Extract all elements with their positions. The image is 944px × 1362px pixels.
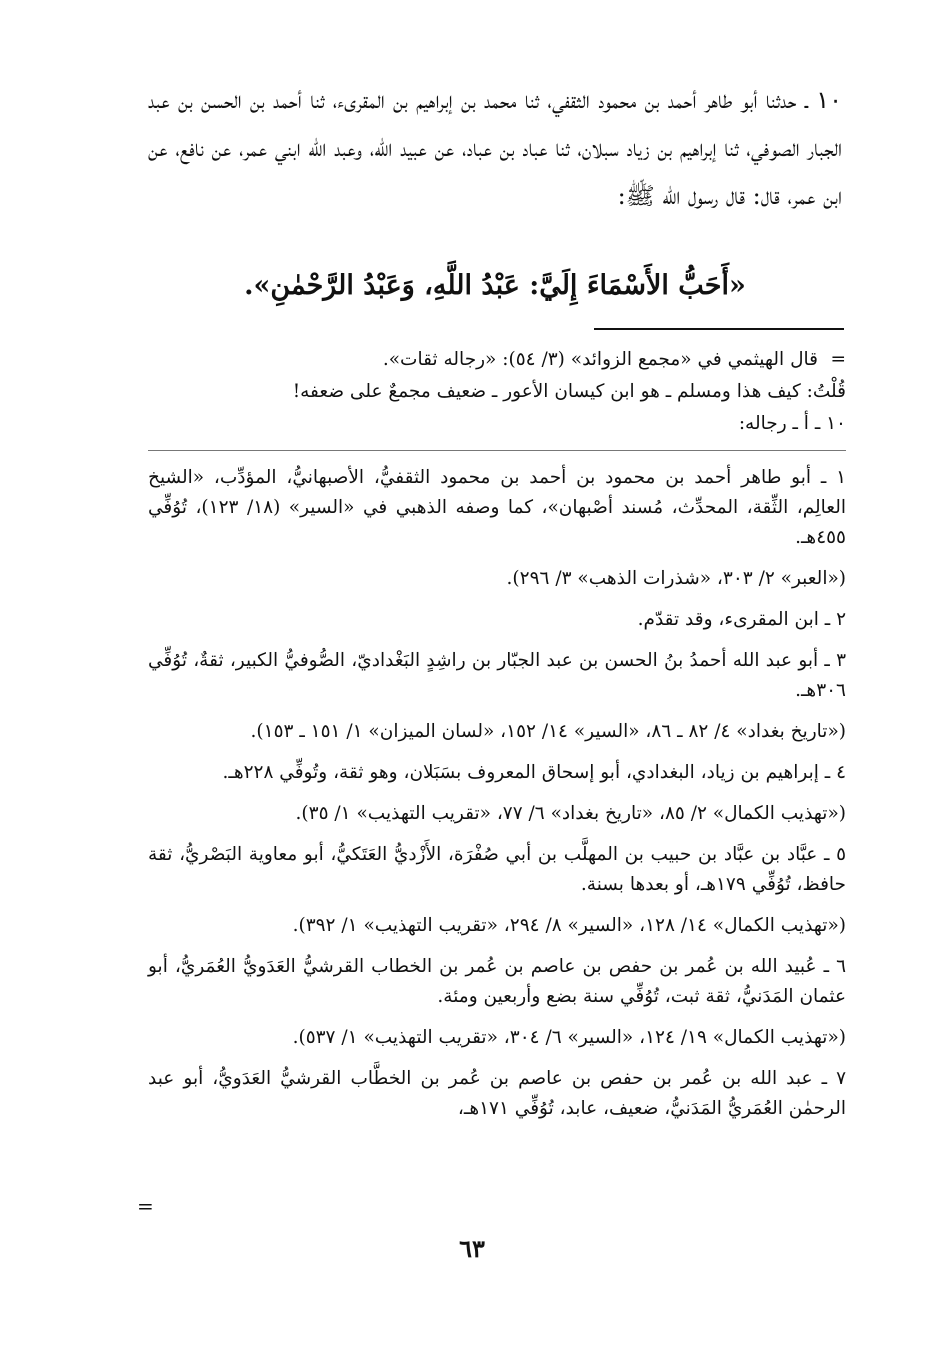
page-number: ٦٣ <box>459 1234 485 1263</box>
hadith-paragraph <box>148 76 842 220</box>
section-separator <box>148 450 846 451</box>
footnotes <box>148 345 846 1135</box>
qultu-note: قُلْتُ: كيف هذا ومسلم ـ هو ابن كيسان الأعور ـ ضعيف مجمعٌ على ضعفه! <box>292 381 846 402</box>
narrator-4: ٤ ـ إبراهيم بن زياد، البغدادي، أبو إسحاق المعروف بسَبَلان، وهو ثقة، وتُوفِّي ٢٢٨هـ. <box>222 762 846 783</box>
narrator-2: ٢ ـ ابن المقرىء، وقد تقدّم. <box>637 609 846 630</box>
footnote-rule <box>594 328 844 330</box>
hadith-matn: «أَحَبُّ الأَسْمَاءَ إِلَيَّ: عَبْدُ اللَّهِ، وَعَبْدُ الرَّحْمٰنِ». <box>244 270 746 301</box>
narrator-6: ٦ ـ عُبيد الله بن عُمر بن حفص بن عاصم بن عُمر بن الخطاب القرشيُّ العَدَويُّ العُمَريُّ، أبو عثمان المَدَنيُّ، ثقة ثبت، تُوُفِّي سنة بضع وأربعين ومئة. <box>148 956 846 1007</box>
narrator-6-refs: («تهذيب الكمال» ١٩/ ١٢٤، «السير» ٦/ ٣٠٤، «تقريب التهذيب» ١/ ٥٣٧). <box>292 1027 846 1048</box>
hadith-isnad: حدثنا أبو طاهر أحمد بن محمود الثقفي، ثنا محمد بن إبراهيم بن المقرىء، ثنا أحمد بن الحسن بن عبد الجبار الصوفي، ثنا إبراهيم بن زياد سبلان، ثنا عباد بن عباد، عن عبيد الله، وعبد الله ابني عمر، عن نافع، عن ابن عمر، قال: قال رسول الله ﷺ: <box>148 86 842 210</box>
narrator-5-refs: («تهذيب الكمال» ١٤/ ١٢٨، «السير» ٨/ ٢٩٤، «تقريب التهذيب» ١/ ٣٩٢). <box>292 915 846 936</box>
narrator-3: ٣ ـ أبو عبد الله أحمدُ بنُ الحسن بن عبد الجبّار بن راشِدٍ البَغْداديّ، الصُّوفيُّ الكبير، ثقةٌ، تُوُفِّي ٣٠٦هـ. <box>148 650 846 701</box>
hadith-text <box>148 76 842 220</box>
narrator-1-refs: («العبر» ٢/ ٣٠٣، «شذرات الذهب» ٣/ ٢٩٦). <box>506 568 846 589</box>
narrator-3-refs: («تاريخ بغداد» ٤/ ٨٢ ـ ٨٦، «السير» ١٤/ ١٥٢، «لسان الميزان» ١/ ١٥١ ـ ١٥٣). <box>250 721 846 742</box>
narrator-4-refs: («تهذيب الكمال» ٢/ ٨٥، «تاريخ بغداد» ٦/ ٧٧، «تقريب التهذيب» ١/ ٣٥). <box>295 803 846 824</box>
narrator-1: ١ ـ أبو طاهر أحمد بن محمود بن أحمد بن محمود الثقفيُّ، الأصبهانيُّ، المؤدِّب، «الشيخ العالِم، الثِّقة، المحدِّث، مُسند أصْبهان»، كما وصفه الذهبي في «السير» (١٨/ ١٢٣)، تُوُفِّي ٤٥٥هـ. <box>148 467 846 548</box>
narrator-5: ٥ ـ عبَّاد بن عبَّاد بن حبيب بن المهلَّب بن أبي صُفْرَة، الأَزْديُّ العَتَكيُّ، أبو معاوية البَصْريُّ، ثقة حافظ، تُوُفِّي ١٧٩هـ، أو بعدها بسنة. <box>148 844 846 895</box>
prev-note-line <box>148 345 846 375</box>
continuation-from-mark: = <box>830 349 846 370</box>
continuation-mark: = <box>137 1194 154 1218</box>
section-title: ١٠ ـ أ ـ رجاله: <box>738 413 846 434</box>
hadith-number: ١٠ ـ <box>804 86 842 114</box>
narrator-7: ٧ ـ عبد الله بن عُمر بن حفص بن عاصم بن عُمر بن الخطَّاب القرشيُّ العَدَويُّ، أبو عبد الرحمٰن العُمَريُّ المَدَنيُّ، ضعيف، عابد، تُوُفِّي ١٧١هـ، <box>148 1068 846 1119</box>
prev-note-text: قال الهيثمي في «مجمع الزوائد» (٣/ ٥٤): «رجاله ثقات». <box>382 349 818 370</box>
